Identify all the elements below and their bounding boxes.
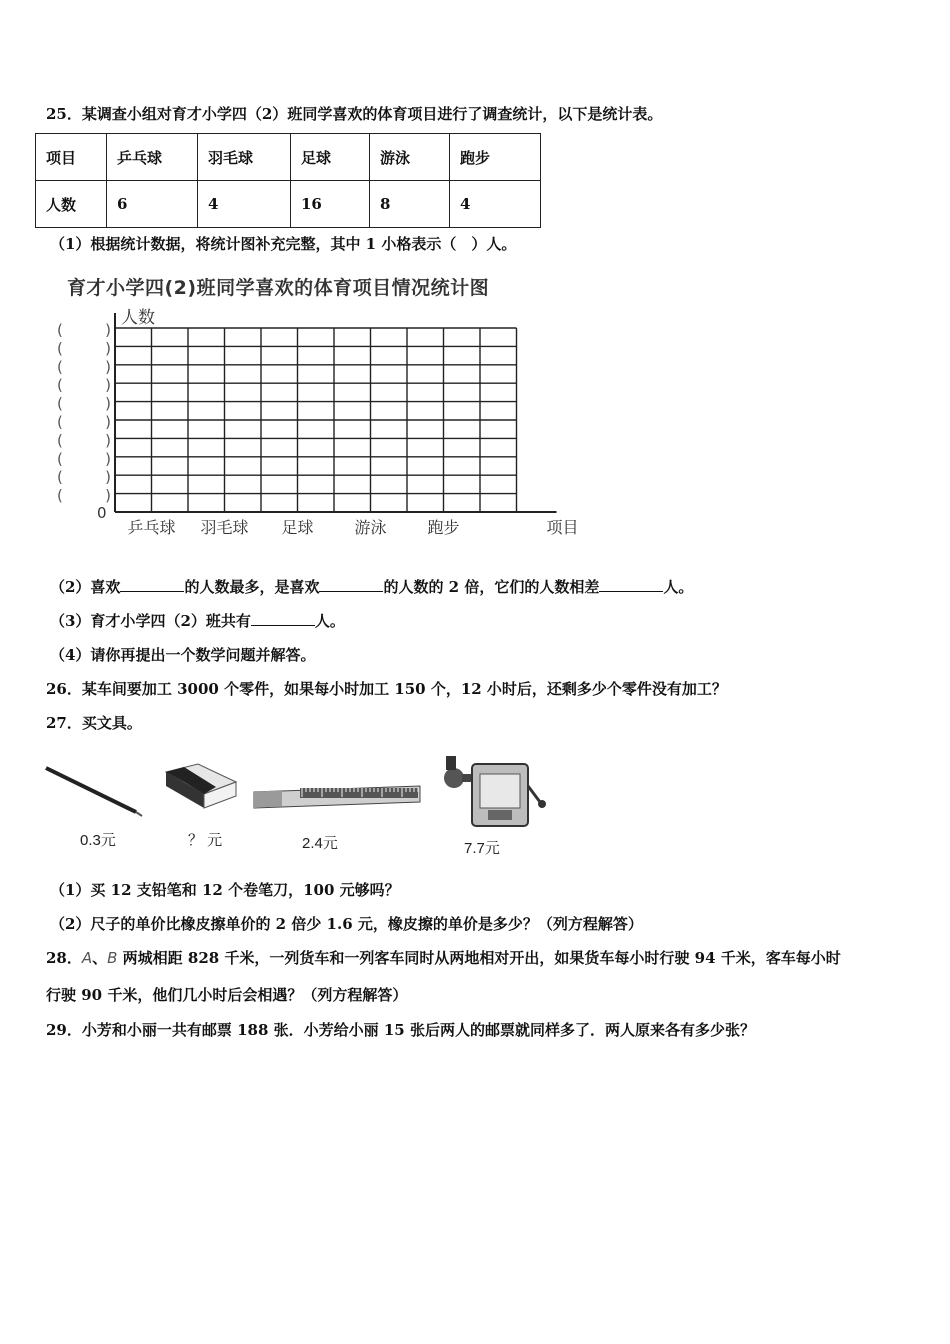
q26-title: 26．某车间要加工 3000 个零件，如果每小时加工 150 个，12 小时后，还剩多少个零件没有加工？: [46, 680, 727, 698]
y-tick-placeholder: ( ): [57, 468, 111, 487]
chart-title: 育才小学四(2)班同学喜欢的体育项目情况统计图: [67, 277, 490, 299]
answer-blank[interactable]: [120, 577, 184, 592]
q28-text1: 两城相距 828 千米，一列货车和一列客车同时从两地相对开出，如果货车每小时行驶 94 千米，客车每小时: [117, 949, 841, 967]
stationery-items: [40, 750, 560, 860]
bar-chart: [55, 265, 579, 555]
y-tick-placeholder: ( ): [57, 431, 111, 450]
y-tick-placeholder: ( ): [57, 357, 111, 376]
table-cell: 6: [107, 181, 198, 228]
table-cell: 16: [291, 181, 370, 228]
q25-sub4: （4）请你再提出一个数学问题并解答。: [50, 646, 316, 664]
q25-sub3: [50, 610, 345, 631]
table-cell: 人数: [36, 181, 107, 228]
y-tick-placeholder: ( ): [57, 376, 111, 395]
city-a-label: A: [81, 949, 93, 967]
q28-line1: [46, 947, 841, 968]
x-axis-label: 项目: [546, 518, 579, 537]
y-tick-placeholder: ( ): [57, 413, 111, 431]
x-tick-label: 羽毛球: [200, 518, 249, 537]
pencil-image: [40, 758, 150, 818]
y-zero-label: 0: [97, 504, 107, 522]
sub3-text-b: 人。: [314, 612, 345, 630]
city-b-label: B: [107, 949, 118, 967]
table-cell: 乒乓球: [107, 134, 198, 181]
pencil-price: 0.3元: [80, 832, 116, 849]
ruler-price: 2.4元: [302, 835, 338, 852]
q25-sub1: （1）根据统计数据，将统计图补充完整，其中 1 小格表示（ ）人。: [50, 235, 517, 253]
y-tick-placeholder: ( ): [57, 321, 111, 339]
answer-blank[interactable]: [319, 577, 383, 592]
table-cell: 游泳: [370, 134, 450, 181]
y-tick-placeholder: ( ): [57, 339, 111, 358]
q27-title: 27．买文具。: [46, 714, 142, 732]
q28-line2: 行驶 90 千米，他们几小时后会相遇？（列方程解答）: [46, 986, 408, 1004]
q25-sub2: [50, 576, 693, 597]
q25-title: 25．某调查小组对育才小学四（2）班同学喜欢的体育项目进行了调查统计，以下是统计表。: [46, 105, 663, 123]
sharpener-image: [440, 752, 550, 832]
sub2-text-d: 人。: [663, 578, 694, 596]
y-tick-placeholder: ( ): [57, 486, 111, 505]
eraser-image: [158, 760, 238, 815]
q28-num: 28．: [46, 949, 82, 967]
sharpener-price: 7.7元: [464, 840, 500, 857]
x-tick-label: 乒乓球: [127, 518, 176, 537]
ruler-image: [252, 780, 424, 816]
chart-canvas: [55, 265, 579, 555]
y-axis-label: 人数: [121, 308, 155, 328]
table-cell: 4: [450, 181, 541, 228]
q27-sub2: （2）尺子的单价比橡皮擦单价的 2 倍少 1.6 元，橡皮擦的单价是多少？（列方程解答）: [50, 915, 643, 933]
sub3-text-a: （3）育才小学四（2）班共有: [50, 612, 251, 630]
eraser-price: ？ 元: [188, 832, 223, 849]
y-tick-placeholder: ( ): [57, 449, 111, 468]
stats-table: [35, 133, 541, 228]
x-tick-label: 足球: [281, 518, 314, 537]
q29-title: 29．小芳和小丽一共有邮票 188 张．小芳给小丽 15 张后两人的邮票就同样多了．两人原来各有多少张？: [46, 1021, 755, 1039]
sub2-text-c: 的人数的 2 倍，它们的人数相差: [383, 578, 600, 596]
table-cell: 4: [198, 181, 291, 228]
table-cell: 8: [370, 181, 450, 228]
answer-blank[interactable]: [599, 577, 663, 592]
table-cell: 项目: [36, 134, 107, 181]
table-cell: 跑步: [450, 134, 541, 181]
table-cell: 足球: [291, 134, 370, 181]
x-tick-label: 游泳: [354, 518, 387, 537]
q27-sub1: （1）买 12 支铅笔和 12 个卷笔刀，100 元够吗？: [50, 881, 400, 899]
table-cell: 羽毛球: [198, 134, 291, 181]
sub2-text-a: （2）喜欢: [50, 578, 121, 596]
table-header-row: [36, 134, 541, 181]
table-row: [36, 181, 541, 228]
answer-blank[interactable]: [251, 611, 315, 626]
q28-sep: 、: [92, 949, 108, 967]
x-tick-label: 跑步: [427, 518, 460, 537]
y-tick-placeholder: ( ): [57, 394, 111, 413]
sub2-text-b: 的人数最多，是喜欢: [184, 578, 320, 596]
